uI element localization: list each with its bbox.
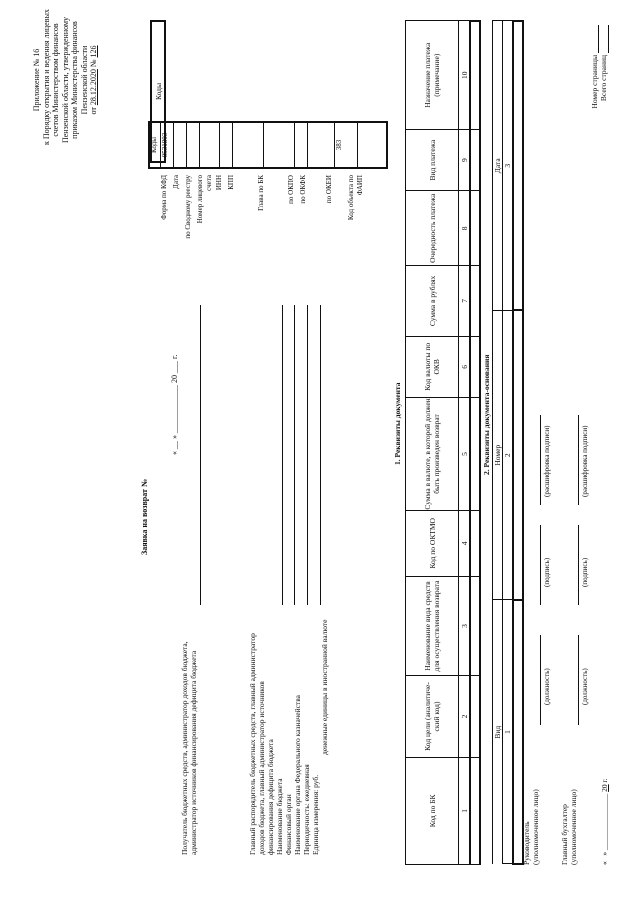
codes-value	[233, 123, 264, 167]
codes-value: 0531803	[161, 123, 174, 167]
sig-head-l1: Руководитель	[522, 821, 531, 865]
codes-header-cell: Коды	[150, 123, 161, 167]
codes-value: 383	[335, 123, 358, 167]
codes-label: по ОКПО	[287, 175, 295, 204]
sig-line	[578, 525, 579, 605]
codes-value	[358, 123, 376, 167]
col-number: 10	[459, 21, 471, 129]
appendix-line: Приложение № 16	[32, 48, 41, 112]
col-header: Очередность платежа	[406, 191, 459, 266]
codes-label: ФАИП	[356, 175, 364, 196]
col-header: Вид платежа	[406, 129, 459, 190]
title-date: « __ » ____________ 20 ___ г.	[170, 354, 179, 455]
codes-label-column	[160, 175, 365, 295]
codes-value	[200, 123, 220, 167]
field-unit: Единица измерения: руб.	[311, 774, 320, 855]
col-header: Назначение платежа (примечание)	[406, 21, 459, 129]
col-header: Код по ОКТМО	[406, 510, 459, 576]
sig-line	[578, 635, 579, 725]
field-currency-units: денежные единицы в иностранной валюте	[320, 619, 329, 755]
field-line	[294, 305, 295, 605]
section1-header-row	[406, 21, 459, 865]
field-periodicity: Периодичность: ежедневная	[302, 764, 311, 855]
section1-table	[405, 20, 481, 865]
page-number-label: Номер страницы	[590, 55, 599, 109]
codes-label: по ОКЕИ	[325, 175, 333, 204]
section2-table	[492, 20, 524, 865]
field-line	[282, 305, 283, 605]
field-chief-l3: финансирования дефицита бюджета	[266, 739, 275, 855]
appendix-line: приказом Министерства финансов	[70, 21, 79, 139]
col-number: 4	[459, 510, 471, 576]
codes-label: по ОКФК	[299, 175, 307, 204]
form-title: Заявка на возврат №	[140, 479, 149, 555]
codes-value	[295, 123, 308, 167]
field-treasury: Наименование органа Федерального казначейства	[293, 695, 302, 855]
field-recipient	[180, 641, 198, 855]
sig-signature-caption: (подпись)	[543, 557, 551, 587]
codes-value	[264, 123, 295, 167]
col-header: Наименование вида средств для осуществления возврата	[406, 576, 459, 675]
codes-header: Коды	[151, 21, 165, 162]
codes-values-box	[148, 121, 388, 169]
col-header: Код по БК	[406, 757, 459, 864]
col-header: Номер	[493, 310, 503, 599]
field-budget-name: Наименование бюджета	[275, 778, 284, 855]
appendix-line: Пензенской области, утвержденному	[60, 16, 70, 144]
codes-value	[220, 123, 233, 167]
appendix-line: счетов Министерством финансов	[51, 23, 60, 137]
field-fin-org: Финансовый орган	[284, 794, 293, 855]
sig-head-l2: (уполномоченное лицо)	[531, 789, 540, 865]
section2-data-row	[513, 21, 523, 864]
codes-label: по Сводному реестру	[184, 175, 192, 239]
col-number: 3	[459, 576, 471, 675]
col-number: 2	[503, 310, 514, 599]
codes-label: ИНН	[215, 175, 223, 191]
sig-decode-caption: (расшифровка подписи)	[581, 425, 589, 497]
codes-label: КПП	[227, 175, 235, 190]
col-number: 8	[459, 191, 471, 266]
codes-value	[174, 123, 187, 167]
sig-decode-caption: (расшифровка подписи)	[543, 425, 551, 497]
codes-value	[187, 123, 200, 167]
sig-line	[540, 525, 541, 605]
col-header: Вид	[493, 600, 503, 864]
codes-label: Номер лицевого	[196, 175, 204, 224]
col-number: 9	[459, 129, 471, 190]
sig-head	[522, 789, 540, 865]
field-chief-l2: доходов бюджета, главный администратор источников	[257, 681, 266, 855]
section1-data-row	[470, 21, 480, 865]
col-header: Код цели (аналитиче- ский код)	[406, 676, 459, 758]
col-number: 6	[459, 336, 471, 397]
section1-number-row	[459, 21, 471, 865]
field-recipient-l1: Получатель бюджетных средств, администратор доходов бюджета,	[180, 641, 189, 855]
sig-line	[540, 415, 541, 505]
field-line	[320, 305, 321, 605]
col-number: 7	[459, 266, 471, 336]
section2-number-row	[503, 21, 514, 864]
total-pages-line	[608, 25, 609, 53]
page-number-line	[598, 25, 599, 53]
sig-chief-acc-l1: Главный бухгалтер	[560, 804, 569, 865]
codes-label: счета	[205, 175, 213, 191]
field-chief	[248, 620, 329, 855]
appendix-date: от 28.12.2020 № 126	[89, 45, 98, 115]
section2-title: 2. Реквизиты документа-основания	[482, 354, 491, 475]
sig-position-caption: (должность)	[581, 668, 589, 705]
field-chief-l1: Главный распорядитель бюджетных средств, главный администратор	[248, 633, 257, 855]
col-number: 2	[459, 676, 471, 758]
sig-signature-caption: (подпись)	[581, 557, 589, 587]
col-header: Сумма в валюте, в которой должен быть произведен возврат	[406, 398, 459, 511]
sig-line	[578, 415, 579, 505]
total-pages-label: Всего страниц	[599, 55, 608, 102]
col-number: 3	[503, 21, 514, 310]
appendix-line: Пензенской области	[79, 45, 89, 115]
appendix-block	[32, 9, 99, 145]
sig-position-caption: (должность)	[543, 668, 551, 705]
section1-title: 1. Реквизиты документа	[393, 382, 402, 465]
appendix-line: к Порядку открытия и ведения лицевых	[41, 9, 51, 145]
field-recipient-l2: администратор источников финансирования дефицита бюджета	[189, 650, 198, 855]
codes-label: Глава по БК	[257, 175, 265, 211]
section2-header-row	[493, 21, 503, 864]
col-header: Код валюты по ОКВ	[406, 336, 459, 397]
col-number: 1	[503, 600, 514, 864]
sig-date: « » _______________ 20 г.	[600, 778, 609, 865]
col-header: Дата	[493, 21, 503, 310]
col-header: Сумма в рублях	[406, 266, 459, 336]
sig-chief-acc-l2: (уполномоченное лицо)	[569, 789, 578, 865]
col-number: 5	[459, 398, 471, 511]
codes-label: Форма по КФД	[160, 175, 168, 220]
field-recipient-line	[200, 305, 201, 605]
field-line	[307, 305, 308, 605]
codes-label: Дата	[172, 175, 180, 189]
sig-chief-acc	[560, 789, 578, 865]
pages-block	[590, 55, 608, 165]
col-number: 1	[459, 757, 471, 864]
codes-value	[308, 123, 335, 167]
sig-line	[540, 635, 541, 725]
codes-label: Код объекта по	[347, 175, 355, 221]
